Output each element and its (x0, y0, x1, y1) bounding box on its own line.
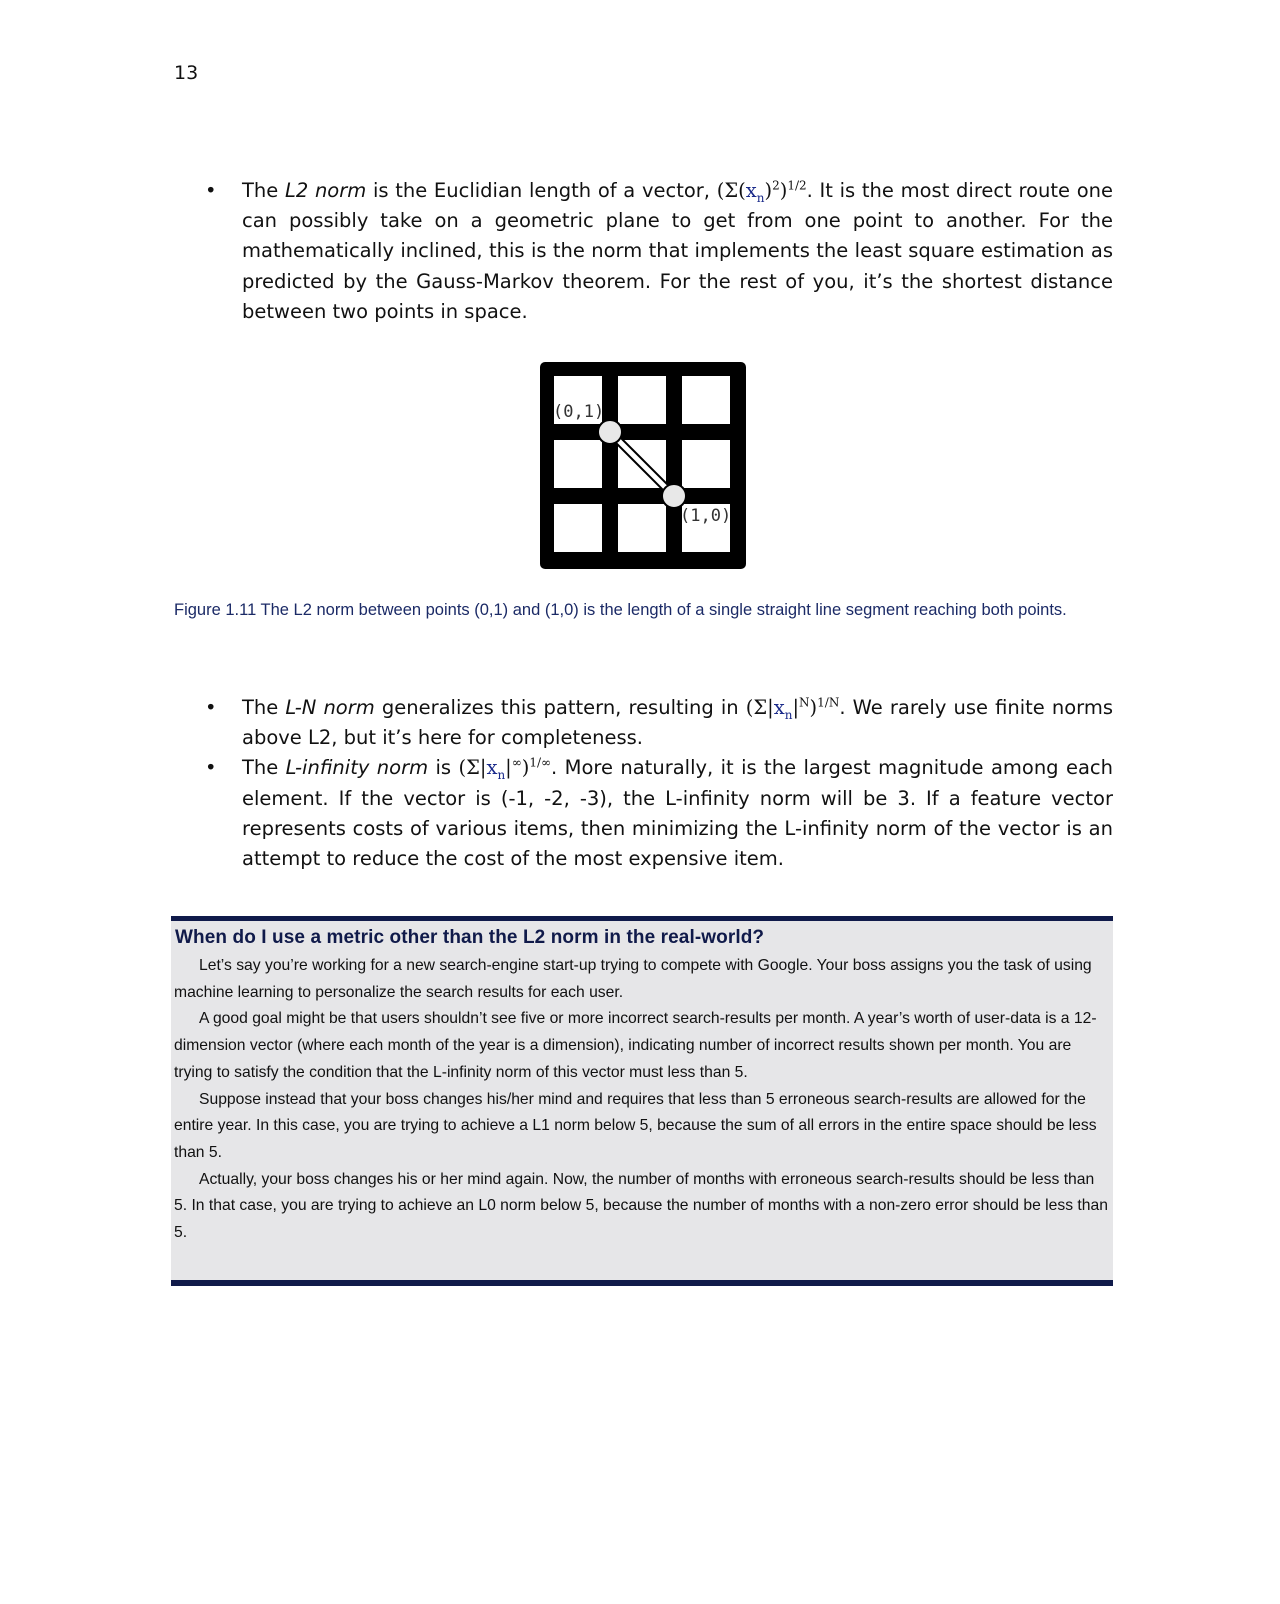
sidebar-title: When do I use a metric other than the L2 norm in the real-world? (175, 927, 765, 948)
label-point-0-1: (0,1) (553, 402, 605, 422)
point-1-0 (662, 484, 686, 508)
bullet-list-bottom (205, 693, 1113, 874)
figure-caption: Figure 1.11 The L2 norm between points (0,1) and (1,0) is the length of a single straight line segment reaching both points. (174, 601, 1067, 619)
sidebar-box (171, 916, 1113, 1286)
bullet-item-ln-norm (205, 693, 1113, 753)
bullet-text: The (242, 696, 286, 719)
bullet-text: . It is the most direct route one can possibly take on a geometric plane to get from one point to another. For the mathematically inclined, this is the norm that implements the least square estimation as predicted by the Gauss-Markov theorem. For the rest of you, it’s the shortest distance between two points in space. (242, 179, 1113, 323)
formula-linf: $(\Sigma|x_n|^\infty)^{1/\infty}$ (458, 755, 552, 783)
sidebar-paragraph: Actually, your boss changes his or her mind again. Now, the number of months with erroneous search-results should be less than 5. In that case, you are trying to achieve an L0 norm below 5, because the number of months with a non-zero error should be less than 5. (174, 1170, 1108, 1242)
bullet-icon: • (205, 696, 217, 719)
bullet-list-top (205, 176, 1113, 327)
formula-ln: $(\Sigma|x_n|^N)^{1/N}$ (745, 695, 840, 722)
sidebar-paragraph: A good goal might be that users shouldn’t see five or more incorrect search-results per month. A year’s worth of user-data is a 12-dimension vector (where each month of the year is a dimension), indicating number of incorrect results shown per month. You are trying to satisfy the condition that the L-infinity norm of this vector must less than 5. (174, 1010, 1097, 1081)
page-number: 13 (174, 62, 199, 84)
term-linf-norm: L-infinity norm (285, 756, 429, 780)
bullet-text: generalizes this pattern, resulting in (374, 696, 746, 719)
formula-l2: $(\Sigma(x_n)^2)^{1/2}$ (716, 178, 807, 205)
l2-norm-grid-figure (540, 362, 746, 569)
term-l2-norm: L2 norm (284, 179, 367, 202)
bullet-text: is (428, 756, 459, 780)
bullet-icon: • (205, 179, 217, 202)
bullet-text: The (242, 756, 286, 780)
sidebar-paragraph: Suppose instead that your boss changes his/her mind and requires that less than 5 erroneous search-results are allowed for the entire year. In this case, you are trying to achieve a L1 norm below 5, because the sum of all errors in the entire space should be less than 5. (174, 1090, 1097, 1161)
sidebar-body (171, 949, 1113, 1247)
bullet-text: is the Euclidian length of a vector, (366, 179, 717, 202)
label-point-1-0: (1,0) (680, 506, 732, 526)
bullet-text: . We rarely use finite norms above L2, but it’s here for completeness. (242, 696, 1113, 750)
bullet-item-linf-norm (205, 753, 1113, 874)
bullet-text: . More naturally, it is the largest magnitude among each element. If the vector is (-1, -2, -3), the L-infinity norm will be 3. If a feature vector represents costs of various items, then minimizing the L-infinity norm of the vector is an attempt to reduce the cost of the most expensive item. (242, 756, 1113, 871)
bullet-text: The (242, 179, 285, 202)
bullet-item-l2-norm (205, 176, 1113, 327)
sidebar-paragraph: Let’s say you’re working for a new search-engine start-up trying to compete with Google. Your boss assigns you the task of using machine learning to personalize the search results for each user. (174, 957, 1092, 1001)
term-ln-norm: L-N norm (285, 696, 375, 719)
bullet-icon: • (205, 756, 217, 780)
point-0-1 (598, 420, 622, 444)
